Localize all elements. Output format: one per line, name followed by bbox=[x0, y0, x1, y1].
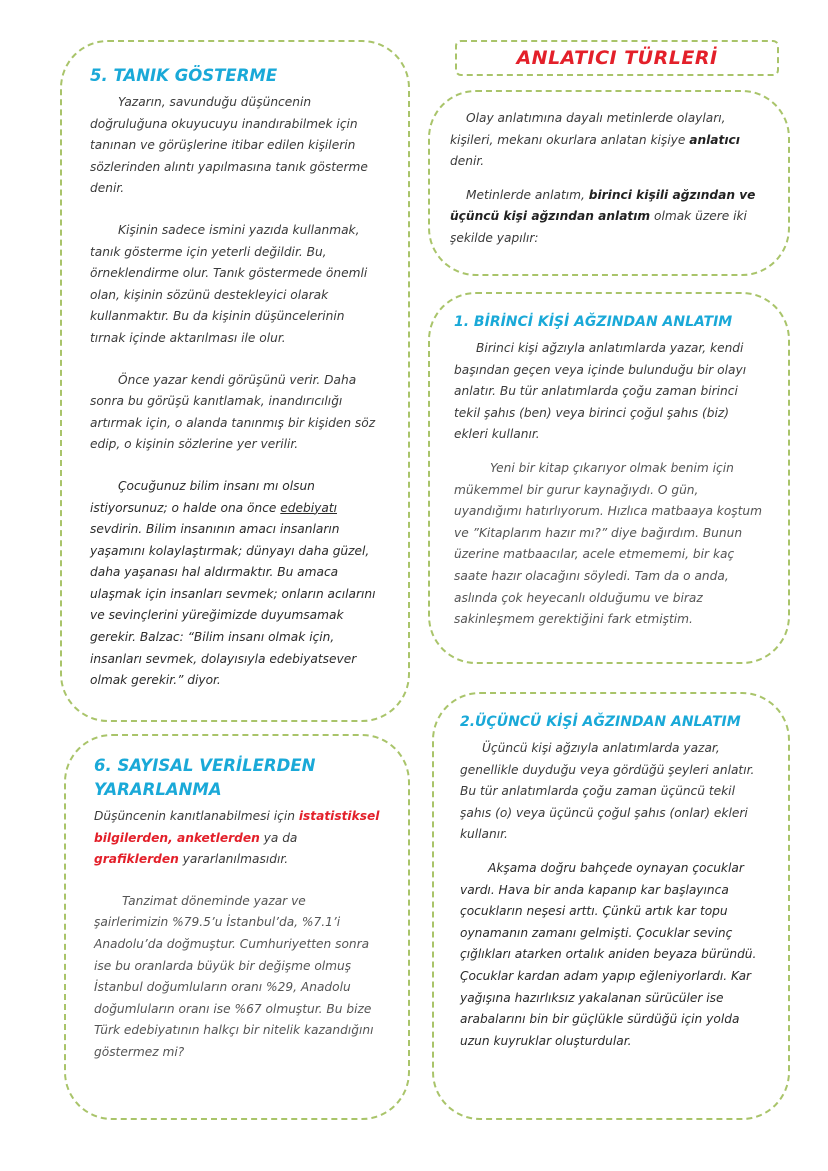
section-5-paragraph-1: Yazarın, savunduğu düşüncenin doğruluğuna okuyucuyu inandırabilmek için tanınan ve görüşlerine itibar edilen kişilerin sözlerinden alıntı yapılmasına tanık gösterme denir. bbox=[90, 95, 368, 196]
section-5-paragraph-2: Kişinin sadece ismini yazıda kullanmak, tanık gösterme için yeterli değildir. Bu, örneklendirme olur. Tanık göstermede önemli olan, kişinin sözünü destekleyici olarak kullanmaktır. Bu da kişinin düşüncelerinin tırnak içinde aktarılması ile olur. bbox=[90, 222, 368, 345]
section-5-example: Çocuğunuz bilim insanı mı olsun istiyorsunuz; o halde ona önce edebiyatı sevdirin. Bilim insanının amacı insanların yaşamını kolaylaştırmak; dünyayı daha güzel, daha yaşanası hal aldırmaktır. Bu amaca ulaşmak için insanları sevmek; onların acılarını ve sevinçlerini yüreğimizde duyumsamak gerekir. Balzac: “Bilim insanı olmak için, insanları sevmek, dolayısıyla edebiyatsever olmak gerekir.” diyor. bbox=[90, 478, 376, 688]
section-6-example: Tanzimat döneminde yazar ve şairlerimizin %79.5’u İstanbul’da, %7.1’i Anadolu’da doğmuştur. Cumhuriyetten sonra ise bu oranlarda büyük bir değişme olmuş İstanbul doğumluların oranı %29, Anadolu doğumluların oranı ise %67 olmuştur. Bu bize Türk edebiyatının halkçı bir nitelik kazandığını göstermez mi? bbox=[94, 893, 374, 1059]
page-title-box bbox=[455, 40, 779, 76]
section-ucuncu-kisi bbox=[432, 692, 790, 1120]
page-title: ANLATICI TÜRLERİ bbox=[516, 47, 718, 69]
section-tanik-gosterme bbox=[60, 40, 410, 722]
section-6-definition: Düşüncenin kanıtlanabilmesi için istatistiksel bilgilerden, anketlerden ya da grafiklerden yararlanılmasıdır. bbox=[94, 809, 380, 867]
first-person-paragraph: Birinci kişi ağzıyla anlatımlarda yazar, kendi başından geçen veya içinde bulunduğu bir olayı anlatır. Bu tür anlatımlarda çoğu zaman birinci tekil şahıs (ben) veya birinci çoğul şahıs (biz) ekleri kullanır. bbox=[454, 341, 747, 442]
intro-box bbox=[428, 90, 790, 276]
section-birinci-kisi bbox=[428, 292, 790, 664]
third-person-heading: 2.ÜÇÜNCÜ KİŞİ AĞZINDAN ANLATIM bbox=[460, 714, 741, 730]
third-person-paragraph: Üçüncü kişi ağzıyla anlatımlarda yazar, genellikle duyduğu veya gördüğü şeyleri anlatır. Bu tür anlatımlarda çoğu zaman üçüncü tekil şahıs (o) veya üçüncü çoğul şahıs (onlar) ekleri kullanır. bbox=[460, 741, 755, 842]
section-5-paragraph-3: Önce yazar kendi görüşünü verir. Daha sonra bu görüşü kanıtlamak, inandırıcılığı artırmak için, o alanda tanınmış bir kişiden söz edip, o kişinin sözlerine yer verilir. bbox=[90, 372, 376, 452]
first-person-example: Yeni bir kitap çıkarıyor olmak benim için mükemmel bir gurur kaynağıydı. O gün, uyandığımı hatırlıyorum. Hızlıca matbaaya koştum ve ”Kitaplarım hazır mı?” diye bağırdım. Bunun üzerine matbaacılar, acele etmememi, bir kaç saate hazır olacağını söyledi. Tam da o anda, aslında çok heyecanlı olduğumu ve biraz sakinleşmem gerektiğini fark etmiştim. bbox=[454, 460, 763, 627]
section-6-heading: 6. SAYISAL VERİLERDEN YARARLANMA bbox=[94, 756, 316, 799]
intro-paragraph-1: Olay anlatımına dayalı metinlerde olayları, kişileri, mekanı okurlara anlatan kişiye anlatıcı denir. bbox=[450, 111, 740, 169]
intro-paragraph-2: Metinlerde anlatım, birinci kişili ağzından ve üçüncü kişi ağzından anlatım olmak üzere iki şekilde yapılır: bbox=[450, 187, 756, 245]
third-person-example: Akşama doğru bahçede oynayan çocuklar vardı. Hava bir anda kapanıp kar başlayınca çocukların neşesi arttı. Çünkü artık kar topu oynamanın zamanı gelmişti. Çocuklar sevinç çığlıkları atarken ortalık aniden beyaza büründü. Çocuklar kardan adam yapıp eğleniyorlardı. Kar yağışına hazırlıksız yakalanan sürücüler ise arabalarını bin bir güçlükle sürdüğü için yolda uzun kuyruklar oluşturdular. bbox=[460, 860, 757, 1048]
first-person-heading: 1. BİRİNCİ KİŞİ AĞZINDAN ANLATIM bbox=[454, 314, 733, 330]
section-sayisal-veriler bbox=[64, 734, 410, 1120]
section-5-heading: 5. TANIK GÖSTERME bbox=[90, 66, 278, 85]
